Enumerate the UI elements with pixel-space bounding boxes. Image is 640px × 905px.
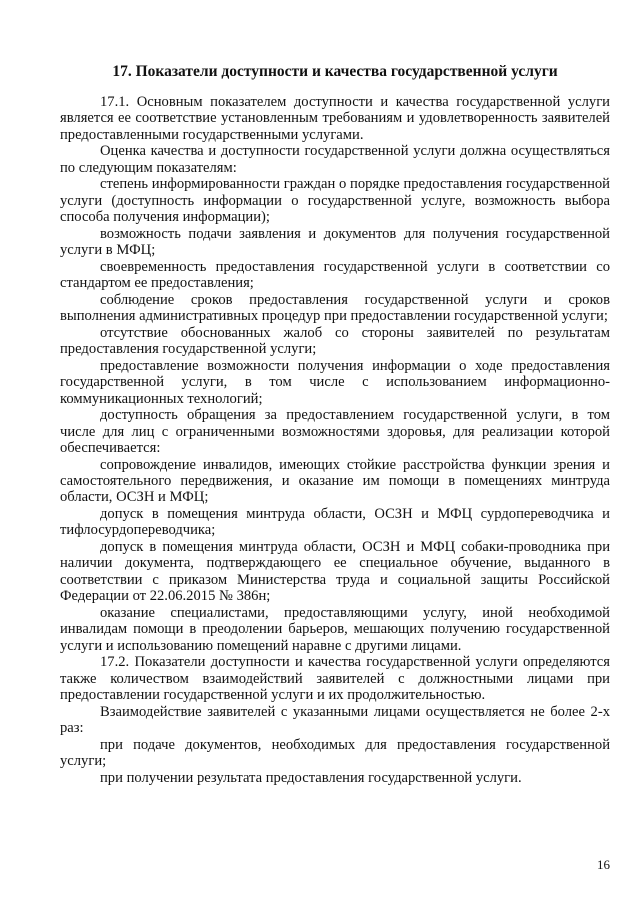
section-heading: 17. Показатели доступности и качества государственной услуги [112, 63, 558, 80]
page-number: 16 [597, 857, 610, 872]
paragraph: своевременность предоставления государственной услуги в соответствии со стандартом ее предоставления; [60, 258, 610, 292]
paragraph: доступность обращения за предоставлением государственной услуги, в том числе для лиц с ограниченными возможностями здоровья, для реализации которой обеспечивается: [60, 407, 610, 457]
paragraph: допуск в помещения минтруда области, ОСЗН и МФЦ сурдопереводчика и тифлосурдопереводчика; [60, 506, 610, 539]
paragraph: при подаче документов, необходимых для предоставления государственной услуги; [60, 736, 610, 770]
paragraph: оказание специалистами, предоставляющими услугу, иной необходимой инвалидам помощи в преодолении барьеров, мешающих получению государственной услуги и использованию помещений наравне с другими лицами. [60, 604, 610, 654]
paragraph: предоставление возможности получения информации о ходе предоставления государственной услуги, в том числе с использованием информационно-коммуникационных технологий; [60, 357, 610, 407]
paragraph: степень информированности граждан о порядке предоставления государственной услуги (доступность информации о государственной услуге, возможность выбора способа получения информации); [60, 176, 610, 226]
paragraph: Оценка качества и доступности государственной услуги должна осуществляться по следующим показателям: [60, 143, 610, 176]
paragraph: возможность подачи заявления и документов для получения государственной услуги в МФЦ; [60, 225, 610, 259]
paragraph: при получении результата предоставления государственной услуги. [100, 769, 522, 786]
paragraph: допуск в помещения минтруда области, ОСЗН и МФЦ собаки-проводника при наличии документа, подтверждающего ее специальное обучение, выданного в соответствии с приказом Министерства труда и социальной защиты Российской Федерации от 22.06.2015 № 386н; [60, 539, 610, 605]
paragraph: 17.1. Основным показателем доступности и качества государственной услуги является ее соответствие установленным требованиям и удовлетворенность заявителей предоставленными государственными услугами. [60, 94, 610, 143]
paragraph: Взаимодействие заявителей с указанными лицами осуществляется не более 2-х раз: [60, 703, 610, 737]
paragraph: соблюдение сроков предоставления государственной услуги и сроков выполнения административных процедур при предоставлении государственной услуги; [60, 291, 610, 325]
paragraph: отсутствие обоснованных жалоб со стороны заявителей по результатам предоставления государственной услуги; [60, 324, 610, 358]
paragraph: сопровождение инвалидов, имеющих стойкие расстройства функции зрения и самостоятельного передвижения, и оказание им помощи в помещениях минтруда области, ОСЗН и МФЦ; [60, 456, 610, 506]
section-body [60, 94, 610, 786]
paragraph: 17.2. Показатели доступности и качества государственной услуги определяются также количеством взаимодействий заявителей с должностными лицами при предоставлении государственной услуги и их продолжительностью. [60, 654, 610, 704]
